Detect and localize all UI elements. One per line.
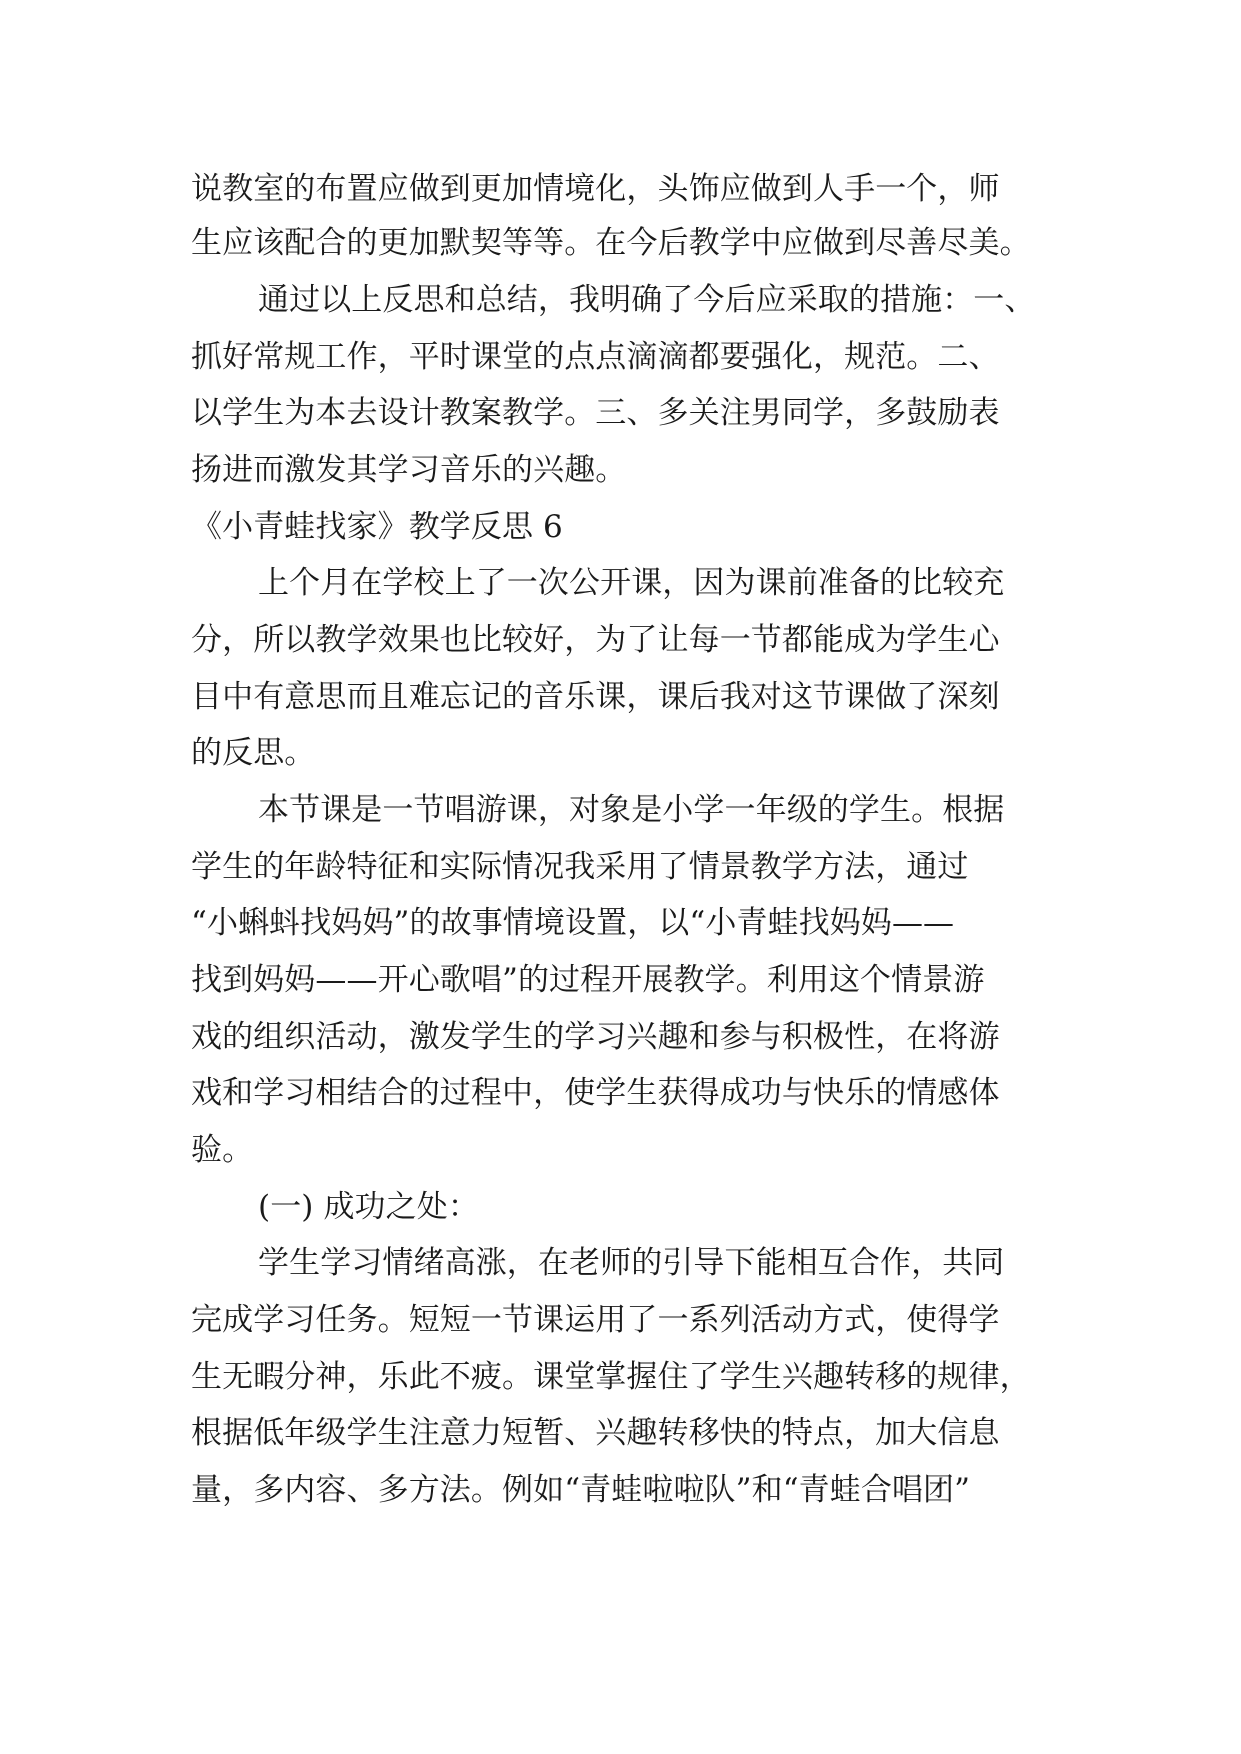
text-line: 分，所以教学效果也比较好，为了让每一节都能成为学生心: [191, 622, 1000, 658]
text-line: 学生的年龄特征和实际情况我采用了情景教学方法，通过: [191, 849, 969, 885]
text-line: 的反思。: [191, 735, 316, 771]
subsection-heading: (一) 成功之处：: [258, 1189, 479, 1225]
text-line: 目中有意思而且难忘记的音乐课，课后我对这节课做了深刻: [191, 679, 1000, 715]
text-line: 量，多内容、多方法。例如“青蛙啦啦队”和“青蛙合唱团”: [191, 1472, 971, 1508]
text-line: 完成学习任务。短短一节课运用了一系列活动方式，使得学: [191, 1302, 1000, 1338]
text-line: 根据低年级学生注意力短暂、兴趣转移快的特点，加大信息: [191, 1415, 1000, 1451]
section-heading: 《小青蛙找家》教学反思 6: [191, 509, 563, 545]
text-line: 本节课是一节唱游课，对象是小学一年级的学生。根据: [258, 792, 1005, 828]
text-line: 生应该配合的更加默契等等。在今后教学中应做到尽善尽美。: [191, 225, 1031, 261]
text-line: 通过以上反思和总结，我明确了今后应采取的措施：一、: [258, 282, 1036, 318]
text-line: 找到妈妈——开心歌唱”的过程开展教学。利用这个情景游: [191, 962, 985, 998]
text-line: 以学生为本去设计教案教学。三、多关注男同学，多鼓励表: [191, 395, 1000, 431]
text-line: 生无暇分神，乐此不疲。课堂掌握住了学生兴趣转移的规律，: [191, 1359, 1031, 1395]
text-line: 扬进而激发其学习音乐的兴趣。: [191, 452, 627, 488]
text-line: 戏和学习相结合的过程中，使学生获得成功与快乐的情感体: [191, 1075, 1000, 1111]
text-line: “小蝌蚪找妈妈”的故事情境设置，以“小青蛙找妈妈——: [191, 905, 955, 941]
text-line: 说教室的布置应做到更加情境化，头饰应做到人手一个，师: [191, 171, 1000, 207]
text-line: 抓好常规工作，平时课堂的点点滴滴都要强化，规范。二、: [191, 339, 1000, 375]
text-line: 验。: [191, 1132, 254, 1168]
text-line: 戏的组织活动，激发学生的学习兴趣和参与积极性，在将游: [191, 1019, 1000, 1055]
text-line: 上个月在学校上了一次公开课，因为课前准备的比较充: [258, 565, 1005, 601]
text-line: 学生学习情绪高涨，在老师的引导下能相互合作，共同: [258, 1245, 1005, 1281]
